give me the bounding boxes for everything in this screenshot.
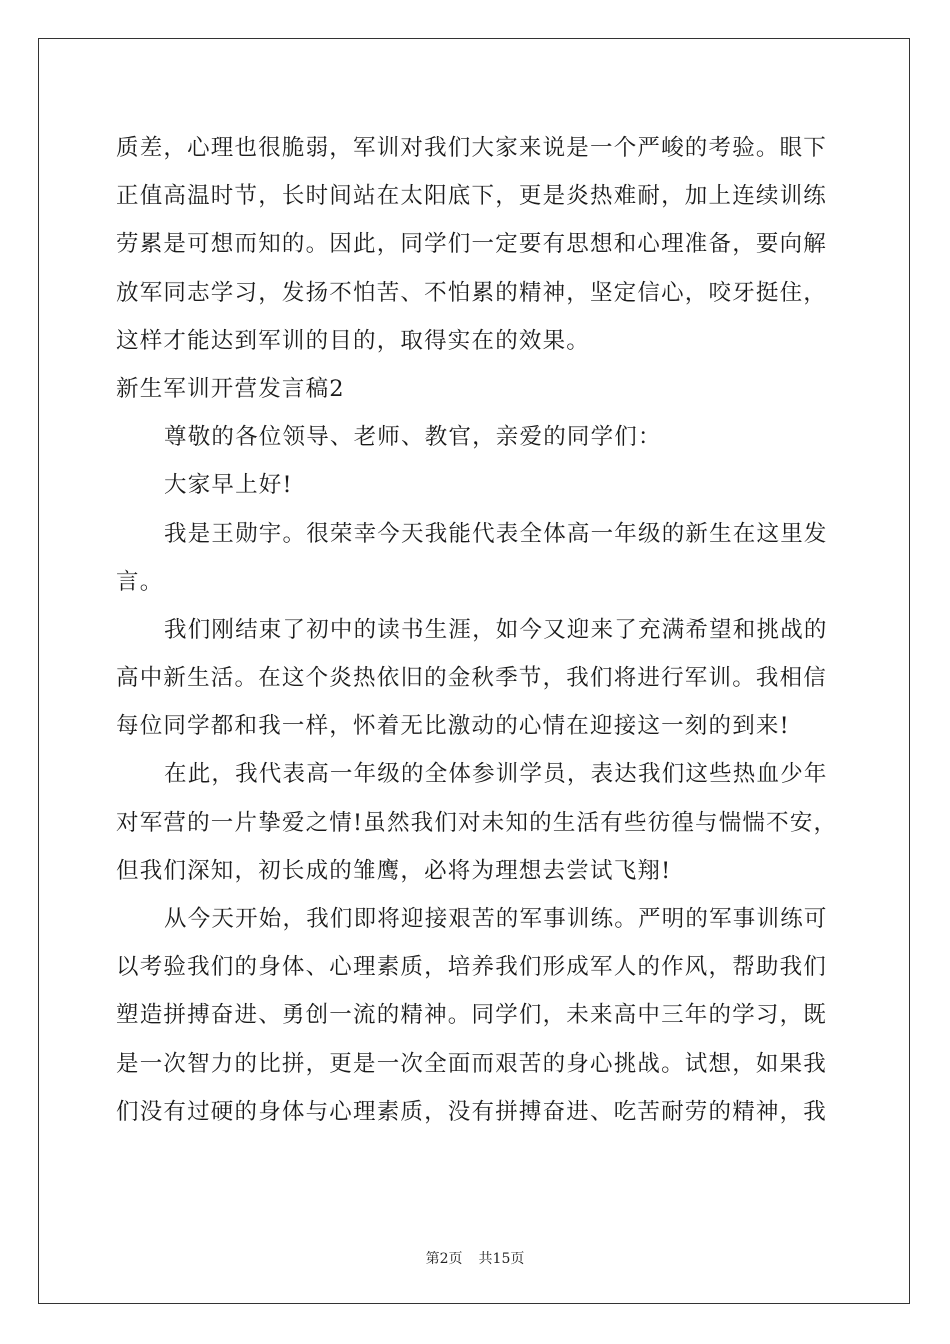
text-line: 放军同志学习，发扬不怕苦、不怕累的精神，坚定信心，咬牙挺住， bbox=[116, 279, 828, 306]
text-line: 质差，心理也很脆弱，军训对我们大家来说是一个严峻的考验。眼下 bbox=[116, 135, 828, 161]
text-line: 以考验我们的身体、心理素质，培养我们形成军人的作风，帮助我们 bbox=[116, 954, 828, 981]
text-line: 在此，我代表高一年级的全体参训学员，表达我们这些热血少年 bbox=[164, 761, 828, 788]
greeting: 大家早上好! bbox=[164, 472, 293, 499]
text-line: 言。 bbox=[116, 568, 164, 595]
text-line: 们没有过硬的身体与心理素质，没有拼搏奋进、吃苦耐劳的精神，我 bbox=[116, 1098, 828, 1125]
salutation: 尊敬的各位领导、老师、教官，亲爱的同学们： bbox=[164, 424, 662, 451]
text-line: 对军营的一片挚爱之情!虽然我们对未知的生活有些彷徨与惴惴不安， bbox=[116, 809, 838, 836]
text-line: 我们刚结束了初中的读书生涯，如今又迎来了充满希望和挑战的 bbox=[164, 616, 828, 643]
text-line: 这样才能达到军训的目的，取得实在的效果。 bbox=[116, 327, 591, 354]
text-line: 每位同学都和我一样，怀着无比激动的心情在迎接这一刻的到来! bbox=[116, 713, 790, 740]
page-number-total: 共15页 bbox=[478, 1251, 525, 1267]
text-line: 正值高温时节，长时间站在太阳底下，更是炎热难耐，加上连续训练 bbox=[116, 183, 828, 210]
text-line: 塑造拼搏奋进、勇创一流的精神。同学们，未来高中三年的学习，既 bbox=[116, 1002, 828, 1029]
section-heading: 新生军训开营发言稿2 bbox=[116, 375, 345, 402]
text-line: 但我们深知，初长成的雏鹰，必将为理想去尝试飞翔! bbox=[116, 857, 672, 884]
text-line: 我是王勋宇。很荣幸今天我能代表全体高一年级的新生在这里发 bbox=[164, 520, 828, 547]
page-number-current: 第2页 bbox=[425, 1251, 463, 1267]
page-footer bbox=[0, 1248, 950, 1268]
document-body bbox=[116, 124, 838, 1136]
text-line: 是一次智力的比拼，更是一次全面而艰苦的身心挑战。试想，如果我 bbox=[116, 1050, 828, 1077]
text-line: 劳累是可想而知的。因此，同学们一定要有思想和心理准备，要向解 bbox=[116, 231, 828, 258]
text-line: 从今天开始，我们即将迎接艰苦的军事训练。严明的军事训练可 bbox=[164, 906, 828, 932]
text-line: 高中新生活。在这个炎热依旧的金秋季节，我们将进行军训。我相信 bbox=[116, 665, 828, 692]
